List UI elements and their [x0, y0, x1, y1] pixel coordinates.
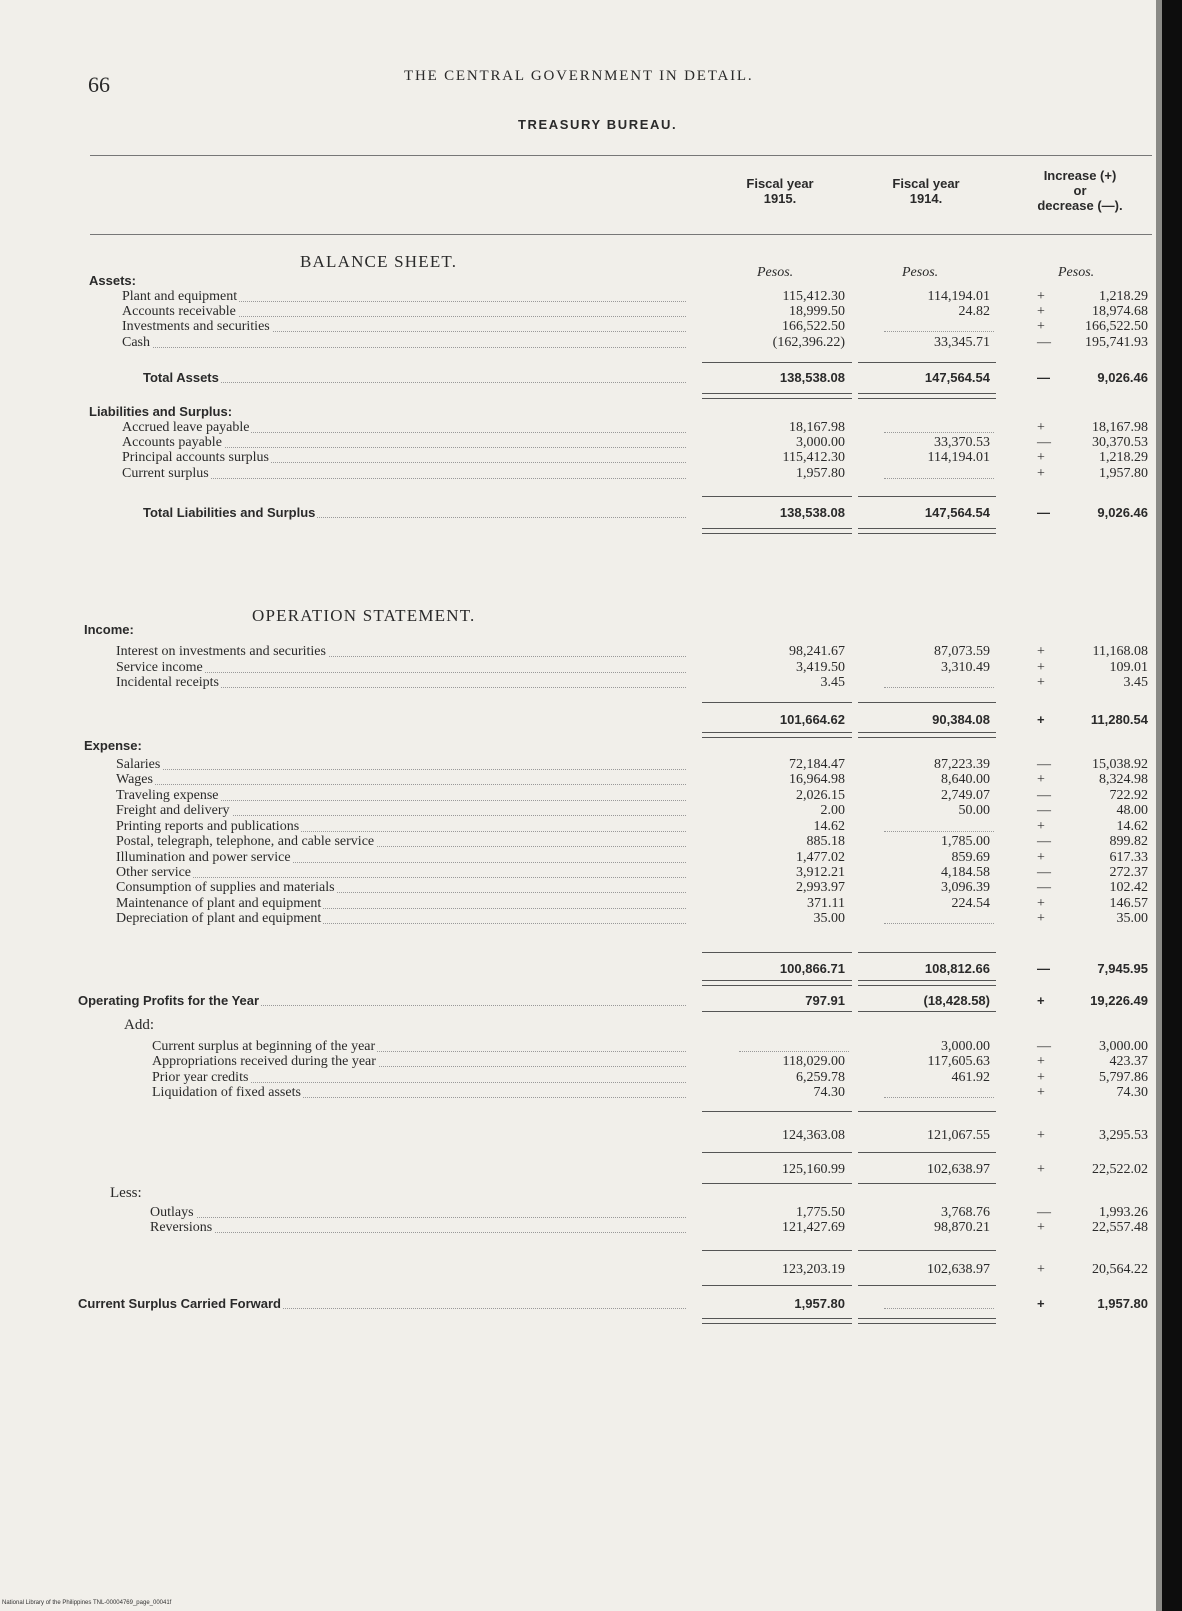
row-label: Operating Profits for the Year [78, 993, 260, 1008]
value-1914: 87,223.39 [934, 757, 990, 772]
column-header-1914-text: Fiscal year 1914. [892, 176, 960, 206]
change-sign: + [1037, 911, 1045, 926]
table-row [0, 1263, 1182, 1277]
value-1915: 100,866.71 [779, 961, 845, 976]
add-subtotal-top-line-2 [858, 1111, 996, 1112]
expense-total-top-line-1 [702, 952, 852, 953]
income-total-top-line-1 [702, 702, 852, 703]
table-row [0, 1129, 1182, 1143]
table-row [0, 897, 1182, 911]
leader-dots [154, 1232, 686, 1233]
leader-dots [147, 382, 686, 383]
change-amount: 74.30 [1116, 1085, 1148, 1100]
change-sign: + [1037, 819, 1045, 834]
value-1915: 371.11 [807, 896, 845, 911]
row-label: Accrued leave payable [122, 420, 250, 435]
empty-value-dots [884, 331, 994, 332]
leader-dots [120, 672, 686, 673]
value-1915: 3.45 [820, 675, 845, 690]
value-1914: 461.92 [951, 1070, 990, 1085]
value-1914: 114,194.01 [927, 289, 990, 304]
value-1914: 147,564.54 [924, 370, 990, 385]
change-amount: 20,564.22 [1092, 1262, 1148, 1277]
value-1915: 121,427.69 [782, 1220, 845, 1235]
income-total-top-line-2 [858, 702, 996, 703]
change-amount: 1,218.29 [1099, 289, 1148, 304]
value-1915: 115,412.30 [782, 450, 845, 465]
table-row [0, 336, 1182, 350]
change-sign: + [1037, 850, 1045, 865]
value-1915: 885.18 [806, 834, 845, 849]
balance-sheet-title: BALANCE SHEET. [300, 252, 458, 271]
row-label: Prior year credits [152, 1070, 249, 1085]
less-total-top-line-2 [858, 1250, 996, 1251]
header-bottom-rule [90, 234, 1152, 235]
empty-value-dots [884, 478, 994, 479]
change-amount: 899.82 [1109, 834, 1148, 849]
table-row [0, 835, 1182, 849]
row-label: Other service [116, 865, 192, 880]
change-amount: 195,741.93 [1085, 335, 1148, 350]
leader-dots [154, 1217, 686, 1218]
table-row [0, 506, 1182, 520]
add-total-top-line-2 [858, 1152, 996, 1153]
change-sign: + [1037, 896, 1045, 911]
value-1914: 859.69 [951, 850, 990, 865]
table-row [0, 1086, 1182, 1100]
change-sign: + [1037, 319, 1045, 334]
change-amount: 9,026.46 [1097, 370, 1148, 385]
row-label: Interest on investments and securities [116, 644, 326, 659]
value-1915: 166,522.50 [782, 319, 845, 334]
change-amount: 11,280.54 [1090, 712, 1148, 727]
table-row [0, 645, 1182, 659]
table-row [0, 820, 1182, 834]
value-1915: 2.00 [820, 803, 845, 818]
empty-value-dots [884, 432, 994, 433]
change-amount: 3,000.00 [1099, 1039, 1148, 1054]
value-1915: 74.30 [813, 1085, 845, 1100]
change-sign: — [1037, 370, 1050, 385]
table-row [0, 962, 1182, 976]
change-amount: 146.57 [1109, 896, 1148, 911]
expense-total-double-line-1 [702, 980, 852, 986]
bureau-title: TREASURY BUREAU. [518, 117, 678, 132]
table-row [0, 1206, 1182, 1220]
change-sign: — [1037, 1205, 1051, 1220]
running-head: THE CENTRAL GOVERNMENT IN DETAIL. [404, 68, 754, 84]
leader-dots [120, 877, 686, 878]
row-label: Consumption of supplies and materials [116, 880, 335, 895]
table-row [0, 436, 1182, 450]
value-1914: 114,194.01 [927, 450, 990, 465]
table-row [0, 467, 1182, 481]
empty-value-dots [739, 1051, 849, 1052]
row-label: Maintenance of plant and equipment [116, 896, 322, 911]
value-1914: 3,768.76 [941, 1205, 990, 1220]
value-1914: (18,428.58) [923, 993, 990, 1008]
change-sign: — [1037, 788, 1051, 803]
income-total-double-line-2 [858, 732, 996, 738]
value-1915: 18,999.50 [789, 304, 845, 319]
change-sign: + [1037, 660, 1045, 675]
table-row [0, 371, 1182, 385]
row-label: Current surplus at beginning of the year [152, 1039, 376, 1054]
value-1914: 50.00 [958, 803, 990, 818]
change-amount: 1,993.26 [1099, 1205, 1148, 1220]
change-sign: + [1037, 1085, 1045, 1100]
row-label: Total Liabilities and Surplus [143, 505, 316, 520]
change-amount: 617.33 [1109, 850, 1148, 865]
value-1914: 8,640.00 [941, 772, 990, 787]
add-label: Add: [124, 1017, 154, 1033]
value-1915: 1,957.80 [796, 466, 845, 481]
row-label: Traveling expense [116, 788, 219, 803]
value-1915: 138,538.08 [779, 370, 845, 385]
value-1914: 1,785.00 [941, 834, 990, 849]
header-top-rule [90, 155, 1152, 156]
change-sign: + [1037, 772, 1045, 787]
value-1915: 72,184.47 [789, 757, 845, 772]
value-1915: 125,160.99 [782, 1162, 845, 1177]
table-row [0, 866, 1182, 880]
row-label: Printing reports and publications [116, 819, 300, 834]
table-row [0, 789, 1182, 803]
value-1914: 33,370.53 [934, 435, 990, 450]
operating-profits-line-1 [702, 1011, 852, 1012]
change-sign: + [1037, 1070, 1045, 1085]
value-1915: 101,664.62 [779, 712, 845, 727]
empty-value-dots [884, 687, 994, 688]
value-1915: 115,412.30 [782, 289, 845, 304]
row-label: Accounts payable [122, 435, 222, 450]
change-amount: 272.37 [1109, 865, 1148, 880]
assets-label: Assets: [89, 273, 136, 288]
change-sign: + [1037, 993, 1045, 1008]
row-label: Wages [116, 772, 153, 787]
table-row [0, 320, 1182, 334]
table-row [0, 881, 1182, 895]
change-sign: + [1037, 1054, 1045, 1069]
value-1914: 3,096.39 [941, 880, 990, 895]
change-sign: + [1037, 420, 1045, 435]
change-amount: 1,218.29 [1099, 450, 1148, 465]
change-amount: 1,957.80 [1097, 1296, 1148, 1311]
change-amount: 9,026.46 [1097, 505, 1148, 520]
change-amount: 109.01 [1109, 660, 1148, 675]
change-sign: — [1037, 803, 1051, 818]
change-amount: 7,945.95 [1097, 961, 1148, 976]
expense-total-top-line-2 [858, 952, 996, 953]
change-sign: + [1037, 289, 1045, 304]
table-row [0, 1221, 1182, 1235]
row-label: Freight and delivery [116, 803, 230, 818]
value-1915: 138,538.08 [779, 505, 845, 520]
row-label: Current surplus [122, 466, 209, 481]
change-sign: — [1037, 1039, 1051, 1054]
less-label: Less: [110, 1185, 142, 1201]
change-amount: 423.37 [1109, 1054, 1148, 1069]
value-1914: 3,000.00 [941, 1039, 990, 1054]
change-sign: + [1037, 304, 1045, 319]
row-label: Total Assets [143, 370, 219, 385]
change-amount: 1,957.80 [1099, 466, 1148, 481]
page-number: 66 [88, 72, 110, 97]
total-liabilities-top-line-1 [702, 496, 852, 497]
row-label: Investments and securities [122, 319, 270, 334]
change-sign: + [1037, 1220, 1045, 1235]
table-row [0, 1163, 1182, 1177]
total-liabilities-top-line-2 [858, 496, 996, 497]
empty-value-dots [884, 831, 994, 832]
value-1915: 3,912.21 [796, 865, 845, 880]
empty-value-dots [884, 1097, 994, 1098]
row-label: Postal, telegraph, telephone, and cable service [116, 834, 375, 849]
value-1914: 102,638.97 [927, 1262, 990, 1277]
change-amount: 166,522.50 [1085, 319, 1148, 334]
value-1915: 18,167.98 [789, 420, 845, 435]
row-label: Reversions [150, 1220, 213, 1235]
change-sign: + [1037, 675, 1045, 690]
value-1914: 24.82 [958, 304, 990, 319]
units-change: Pesos. [1058, 265, 1095, 280]
column-header-change-text: Increase (+) or decrease (—). [1037, 168, 1123, 213]
value-1914: 2,749.07 [941, 788, 990, 803]
operation-statement-title: OPERATION STATEMENT. [252, 606, 476, 625]
total-liabilities-double-line-1 [702, 528, 852, 534]
row-label: Service income [116, 660, 203, 675]
value-1914: 3,310.49 [941, 660, 990, 675]
leader-dots [126, 347, 686, 348]
change-sign: + [1037, 450, 1045, 465]
value-1915: 2,026.15 [796, 788, 845, 803]
value-1915: 6,259.78 [796, 1070, 845, 1085]
row-label: Liquidation of fixed assets [152, 1085, 301, 1100]
table-row [0, 1297, 1182, 1311]
liabilities-label: Liabilities and Surplus: [89, 404, 233, 419]
value-1915: 123,203.19 [782, 1262, 845, 1277]
value-1914: 98,870.21 [934, 1220, 990, 1235]
change-sign: + [1037, 1262, 1045, 1277]
expense-label: Expense: [84, 738, 142, 753]
change-sign: — [1037, 880, 1051, 895]
final-double-line-1 [702, 1318, 852, 1324]
change-sign: + [1037, 466, 1045, 481]
value-1915: 2,993.97 [796, 880, 845, 895]
table-row [0, 676, 1182, 690]
table-row [0, 290, 1182, 304]
table-row [0, 758, 1182, 772]
change-amount: 722.92 [1109, 788, 1148, 803]
value-1914: 4,184.58 [941, 865, 990, 880]
less-total-top-line-1 [702, 1250, 852, 1251]
row-label: Illumination and power service [116, 850, 291, 865]
value-1914: 117,605.63 [927, 1054, 990, 1069]
change-amount: 3,295.53 [1099, 1128, 1148, 1143]
value-1914: 108,812.66 [924, 961, 990, 976]
add-total-bottom-line-2 [858, 1183, 996, 1184]
row-label: Accounts receivable [122, 304, 236, 319]
change-sign: — [1037, 961, 1050, 976]
add-subtotal-top-line-1 [702, 1111, 852, 1112]
change-sign: — [1037, 435, 1051, 450]
less-total-bottom-line-2 [858, 1285, 996, 1286]
change-sign: + [1037, 1128, 1045, 1143]
income-label: Income: [84, 622, 134, 637]
table-row [0, 421, 1182, 435]
column-header-1914 [866, 176, 986, 206]
row-label: Depreciation of plant and equipment [116, 911, 322, 926]
change-sign: — [1037, 505, 1050, 520]
value-1915: 1,477.02 [796, 850, 845, 865]
table-row [0, 804, 1182, 818]
change-amount: 5,797.86 [1099, 1070, 1148, 1085]
leader-dots [120, 769, 686, 770]
total-assets-top-line-1 [702, 362, 852, 363]
less-total-bottom-line-1 [702, 1285, 852, 1286]
column-header-change [1010, 168, 1150, 213]
table-row [0, 713, 1182, 727]
table-row [0, 1040, 1182, 1054]
change-sign: + [1037, 1162, 1045, 1177]
row-label: Plant and equipment [122, 289, 238, 304]
row-label: Cash [122, 335, 150, 350]
value-1914: 87,073.59 [934, 644, 990, 659]
empty-value-dots [884, 923, 994, 924]
total-assets-double-line-1 [702, 393, 852, 399]
value-1915: 35.00 [813, 911, 845, 926]
value-1915: 3,000.00 [796, 435, 845, 450]
table-row [0, 851, 1182, 865]
income-total-double-line-1 [702, 732, 852, 738]
value-1914: 102,638.97 [927, 1162, 990, 1177]
change-amount: 19,226.49 [1090, 993, 1148, 1008]
row-label: Incidental receipts [116, 675, 220, 690]
column-header-1915-text: Fiscal year 1915. [746, 176, 814, 206]
change-sign: + [1037, 1296, 1045, 1311]
change-amount: 11,168.08 [1092, 644, 1148, 659]
value-1915: 16,964.98 [789, 772, 845, 787]
change-amount: 18,974.68 [1092, 304, 1148, 319]
value-1915: 1,957.80 [794, 1296, 845, 1311]
change-sign: — [1037, 335, 1051, 350]
change-sign: + [1037, 644, 1045, 659]
value-1915: 118,029.00 [782, 1054, 845, 1069]
value-1915: (162,396.22) [772, 335, 845, 350]
units-1914: Pesos. [902, 265, 939, 280]
change-amount: 48.00 [1116, 803, 1148, 818]
row-label: Appropriations received during the year [152, 1054, 376, 1069]
change-amount: 102.42 [1109, 880, 1148, 895]
total-assets-top-line-2 [858, 362, 996, 363]
total-assets-double-line-2 [858, 393, 996, 399]
change-amount: 8,324.98 [1099, 772, 1148, 787]
table-row [0, 451, 1182, 465]
change-sign: — [1037, 757, 1051, 772]
table-row [0, 1071, 1182, 1085]
value-1914: 90,384.08 [932, 712, 990, 727]
change-sign: — [1037, 834, 1051, 849]
value-1915: 98,241.67 [789, 644, 845, 659]
value-1914: 147,564.54 [924, 505, 990, 520]
row-label: Outlays [150, 1205, 194, 1220]
empty-value-dots [884, 1308, 994, 1309]
leader-dots [120, 784, 686, 785]
change-sign: — [1037, 865, 1051, 880]
value-1915: 3,419.50 [796, 660, 845, 675]
change-amount: 35.00 [1116, 911, 1148, 926]
operating-profits-line-2 [858, 1011, 996, 1012]
units-1915: Pesos. [757, 265, 794, 280]
add-total-bottom-line-1 [702, 1183, 852, 1184]
value-1915: 14.62 [813, 819, 845, 834]
row-label: Salaries [116, 757, 161, 772]
change-amount: 14.62 [1116, 819, 1148, 834]
value-1915: 797.91 [805, 993, 845, 1008]
value-1915: 124,363.08 [782, 1128, 845, 1143]
change-amount: 22,557.48 [1092, 1220, 1148, 1235]
table-row [0, 912, 1182, 926]
expense-total-double-line-2 [858, 980, 996, 986]
table-row [0, 773, 1182, 787]
table-row [0, 305, 1182, 319]
change-amount: 22,522.02 [1092, 1162, 1148, 1177]
table-row [0, 1055, 1182, 1069]
column-header-1915 [720, 176, 840, 206]
table-row [0, 994, 1182, 1008]
value-1914: 121,067.55 [927, 1128, 990, 1143]
change-amount: 30,370.53 [1092, 435, 1148, 450]
value-1915: 1,775.50 [796, 1205, 845, 1220]
scan-footer: National Library of the Philippines TNL-00004769_page_00041f [2, 1600, 172, 1606]
row-label: Current Surplus Carried Forward [78, 1296, 281, 1311]
final-double-line-2 [858, 1318, 996, 1324]
add-total-top-line-1 [702, 1152, 852, 1153]
change-amount: 15,038.92 [1092, 757, 1148, 772]
change-amount: 3.45 [1123, 675, 1148, 690]
value-1914: 33,345.71 [934, 335, 990, 350]
change-amount: 18,167.98 [1092, 420, 1148, 435]
row-label: Principal accounts surplus [122, 450, 269, 465]
value-1914: 224.54 [951, 896, 990, 911]
total-liabilities-double-line-2 [858, 528, 996, 534]
table-row [0, 661, 1182, 675]
change-sign: + [1037, 712, 1045, 727]
